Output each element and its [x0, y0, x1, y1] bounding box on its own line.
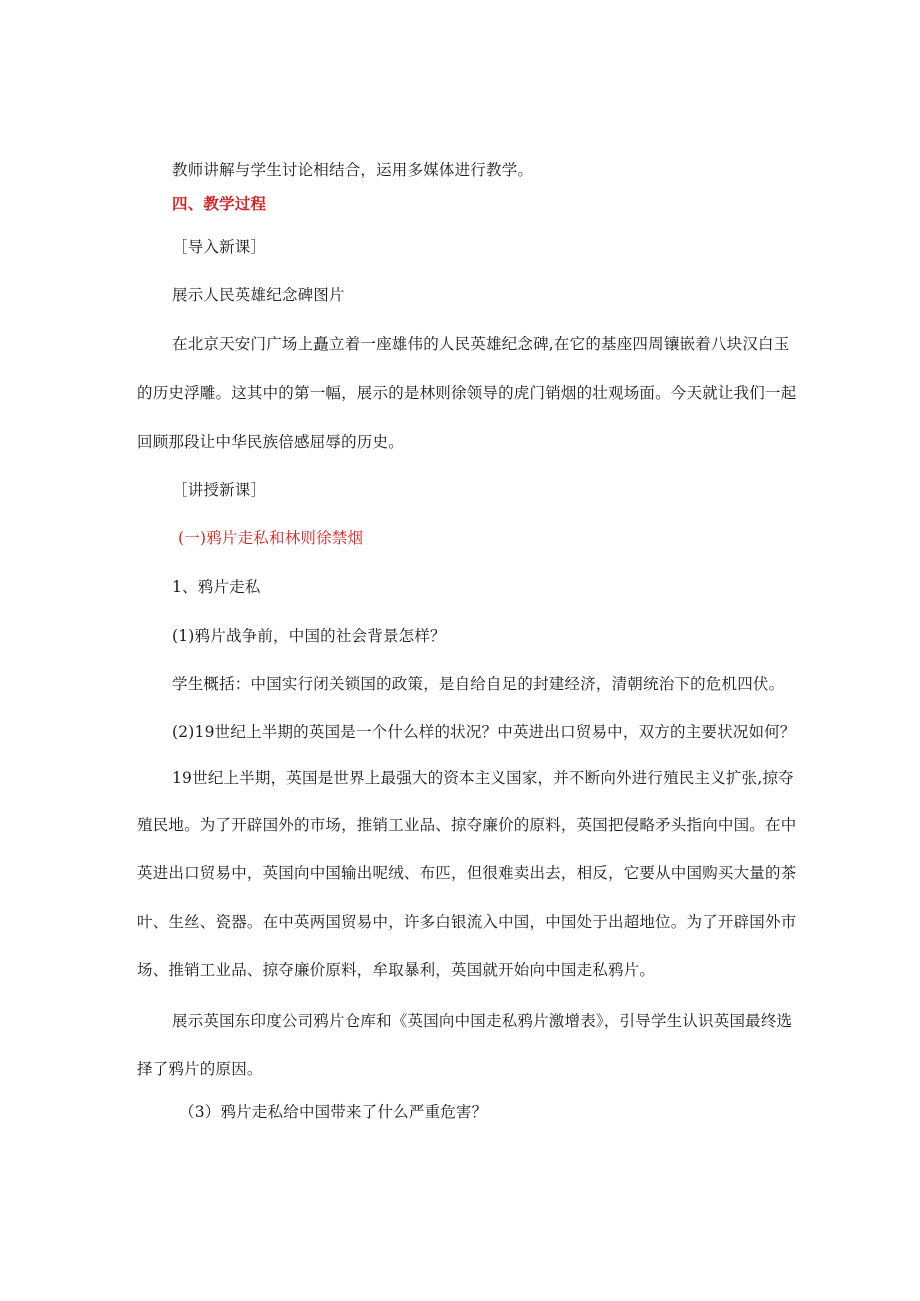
subheading-introduce-lesson: ［导入新课］ [172, 237, 267, 256]
section-heading-opium-smuggling: (一)鸦片走私和林则徐禁烟 [178, 528, 364, 547]
paragraph-line: 的历史浮雕。这其中的第一幅，展示的是林则徐领导的虎门销烟的壮观场面。今天就让我们一起 [137, 383, 797, 402]
question-line: (1)鸦片战争前，中国的社会背景怎样？ [172, 626, 446, 645]
paragraph-line: 在北京天安门广场上矗立着一座雄伟的人民英雄纪念碑,在它的基座四周镶嵌着八块汉白玉 [172, 334, 790, 353]
question-line: (2)19世纪上半期的英国是一个什么样的状况？中英进出口贸易中，双方的主要状况如何？ [172, 722, 796, 741]
subheading-teach-new-lesson: ［讲授新课］ [172, 480, 267, 499]
list-item-heading: 1、鸦片走私 [172, 577, 261, 596]
paragraph-line: 19世纪上半期，英国是世界上最强大的资本主义国家，并不断向外进行殖民主义扩张,掠夺 [172, 768, 794, 787]
paragraph-line: 叶、生丝、瓷器。在中英两国贸易中，许多白银流入中国，中国处于出超地位。为了开辟国外市 [137, 912, 797, 931]
paragraph-line: 殖民地。为了开辟国外的市场，推销工业品、掠夺廉价的原料，英国把侵略矛头指向中国。在中 [137, 815, 797, 834]
paragraph-line: 展示人民英雄纪念碑图片 [172, 285, 345, 304]
paragraph-line: 择了鸦片的原因。 [137, 1059, 263, 1078]
teaching-method-text: 教师讲解与学生讨论相结合，运用多媒体进行教学。 [172, 160, 534, 179]
paragraph-line: 回顾那段让中华民族倍感屈辱的历史。 [137, 432, 404, 451]
paragraph-line: 英进出口贸易中，英国向中国输出呢绒、布匹，但很难卖出去，相反，它要从中国购买大量的茶 [137, 863, 797, 882]
paragraph-line: 场、推销工业品、掠夺廉价原料，牟取暴利，英国就开始向中国走私鸦片。 [137, 960, 656, 979]
paragraph-line: 展示英国东印度公司鸦片仓库和《英国向中国走私鸦片激增表》，引导学生认识英国最终选 [172, 1011, 793, 1030]
question-line: （3）鸦片走私给中国带来了什么严重危害？ [179, 1102, 488, 1121]
paragraph-line: 学生概括：中国实行闭关锁国的政策，是自给自足的封建经济，清朝统治下的危机四伏。 [172, 674, 785, 693]
section-heading-teaching-process: 四、教学过程 [172, 193, 267, 213]
